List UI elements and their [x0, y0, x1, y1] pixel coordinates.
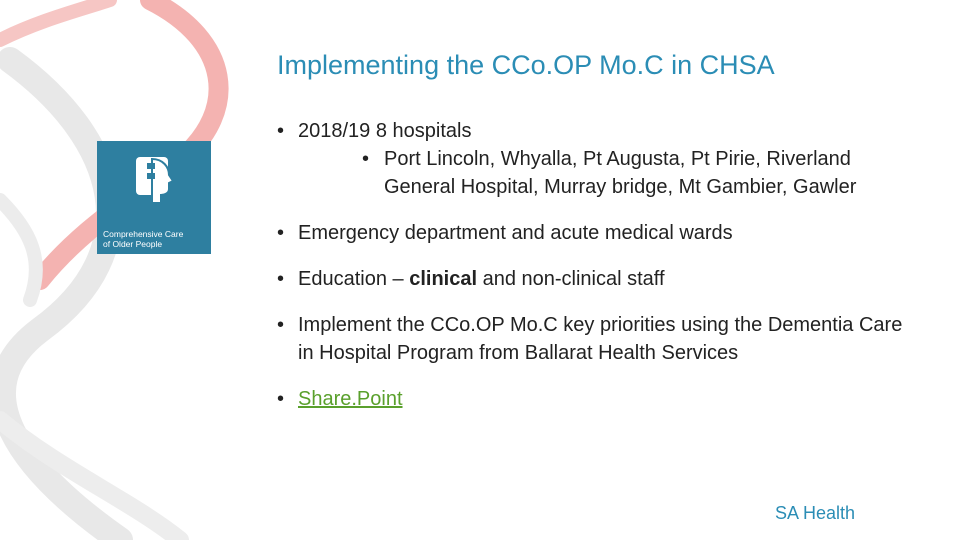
sharepoint-link[interactable]: Share.Point: [298, 388, 403, 410]
slide-title: Implementing the CCo.OP Mo.C in CHSA: [277, 50, 775, 80]
bullet-text: Implement the CCo.OP Mo.C key priorities using the Dementia Care in Hospital Program from Ballarat Health Services: [298, 314, 903, 364]
bullet-text: 2018/19 8 hospitals: [298, 120, 472, 142]
logo-text-line2: of Older People: [103, 239, 163, 249]
bullet-text-post: and non-clinical staff: [477, 268, 665, 290]
footer-brand: SA Health: [775, 503, 856, 523]
bullet-dot: •: [362, 148, 370, 170]
bullet-emergency: [270, 219, 920, 247]
bullet-text-bold: clinical: [409, 268, 478, 290]
bullet-hospitals: [270, 117, 920, 201]
ccoop-logo: [97, 141, 211, 254]
bullet-dot: •: [277, 314, 285, 336]
bullet-dot: •: [277, 120, 285, 142]
sub-bullet-hospital-list: [298, 145, 884, 201]
head-profile-icon: [97, 141, 211, 229]
grey-ribbon: [0, 200, 36, 300]
bullet-dot: •: [277, 222, 285, 244]
bullet-education: [270, 265, 920, 293]
logo-text-line1: Comprehensive Care: [103, 229, 184, 239]
bullet-dot: •: [277, 388, 285, 410]
bullet-text-pre: Education –: [298, 268, 410, 290]
bullet-sharepoint: [270, 385, 920, 413]
sub-bullet-text: Port Lincoln, Whyalla, Pt Augusta, Pt Pirie, Riverland General Hospital, Murray bridge, Mt Gambier, Gawler: [384, 148, 857, 198]
bullet-implement: [270, 311, 920, 367]
red-ribbon: [0, 0, 110, 40]
bullet-dot: •: [277, 268, 285, 290]
bullet-list: [270, 117, 920, 431]
bullet-text: Emergency department and acute medical wards: [298, 222, 733, 244]
